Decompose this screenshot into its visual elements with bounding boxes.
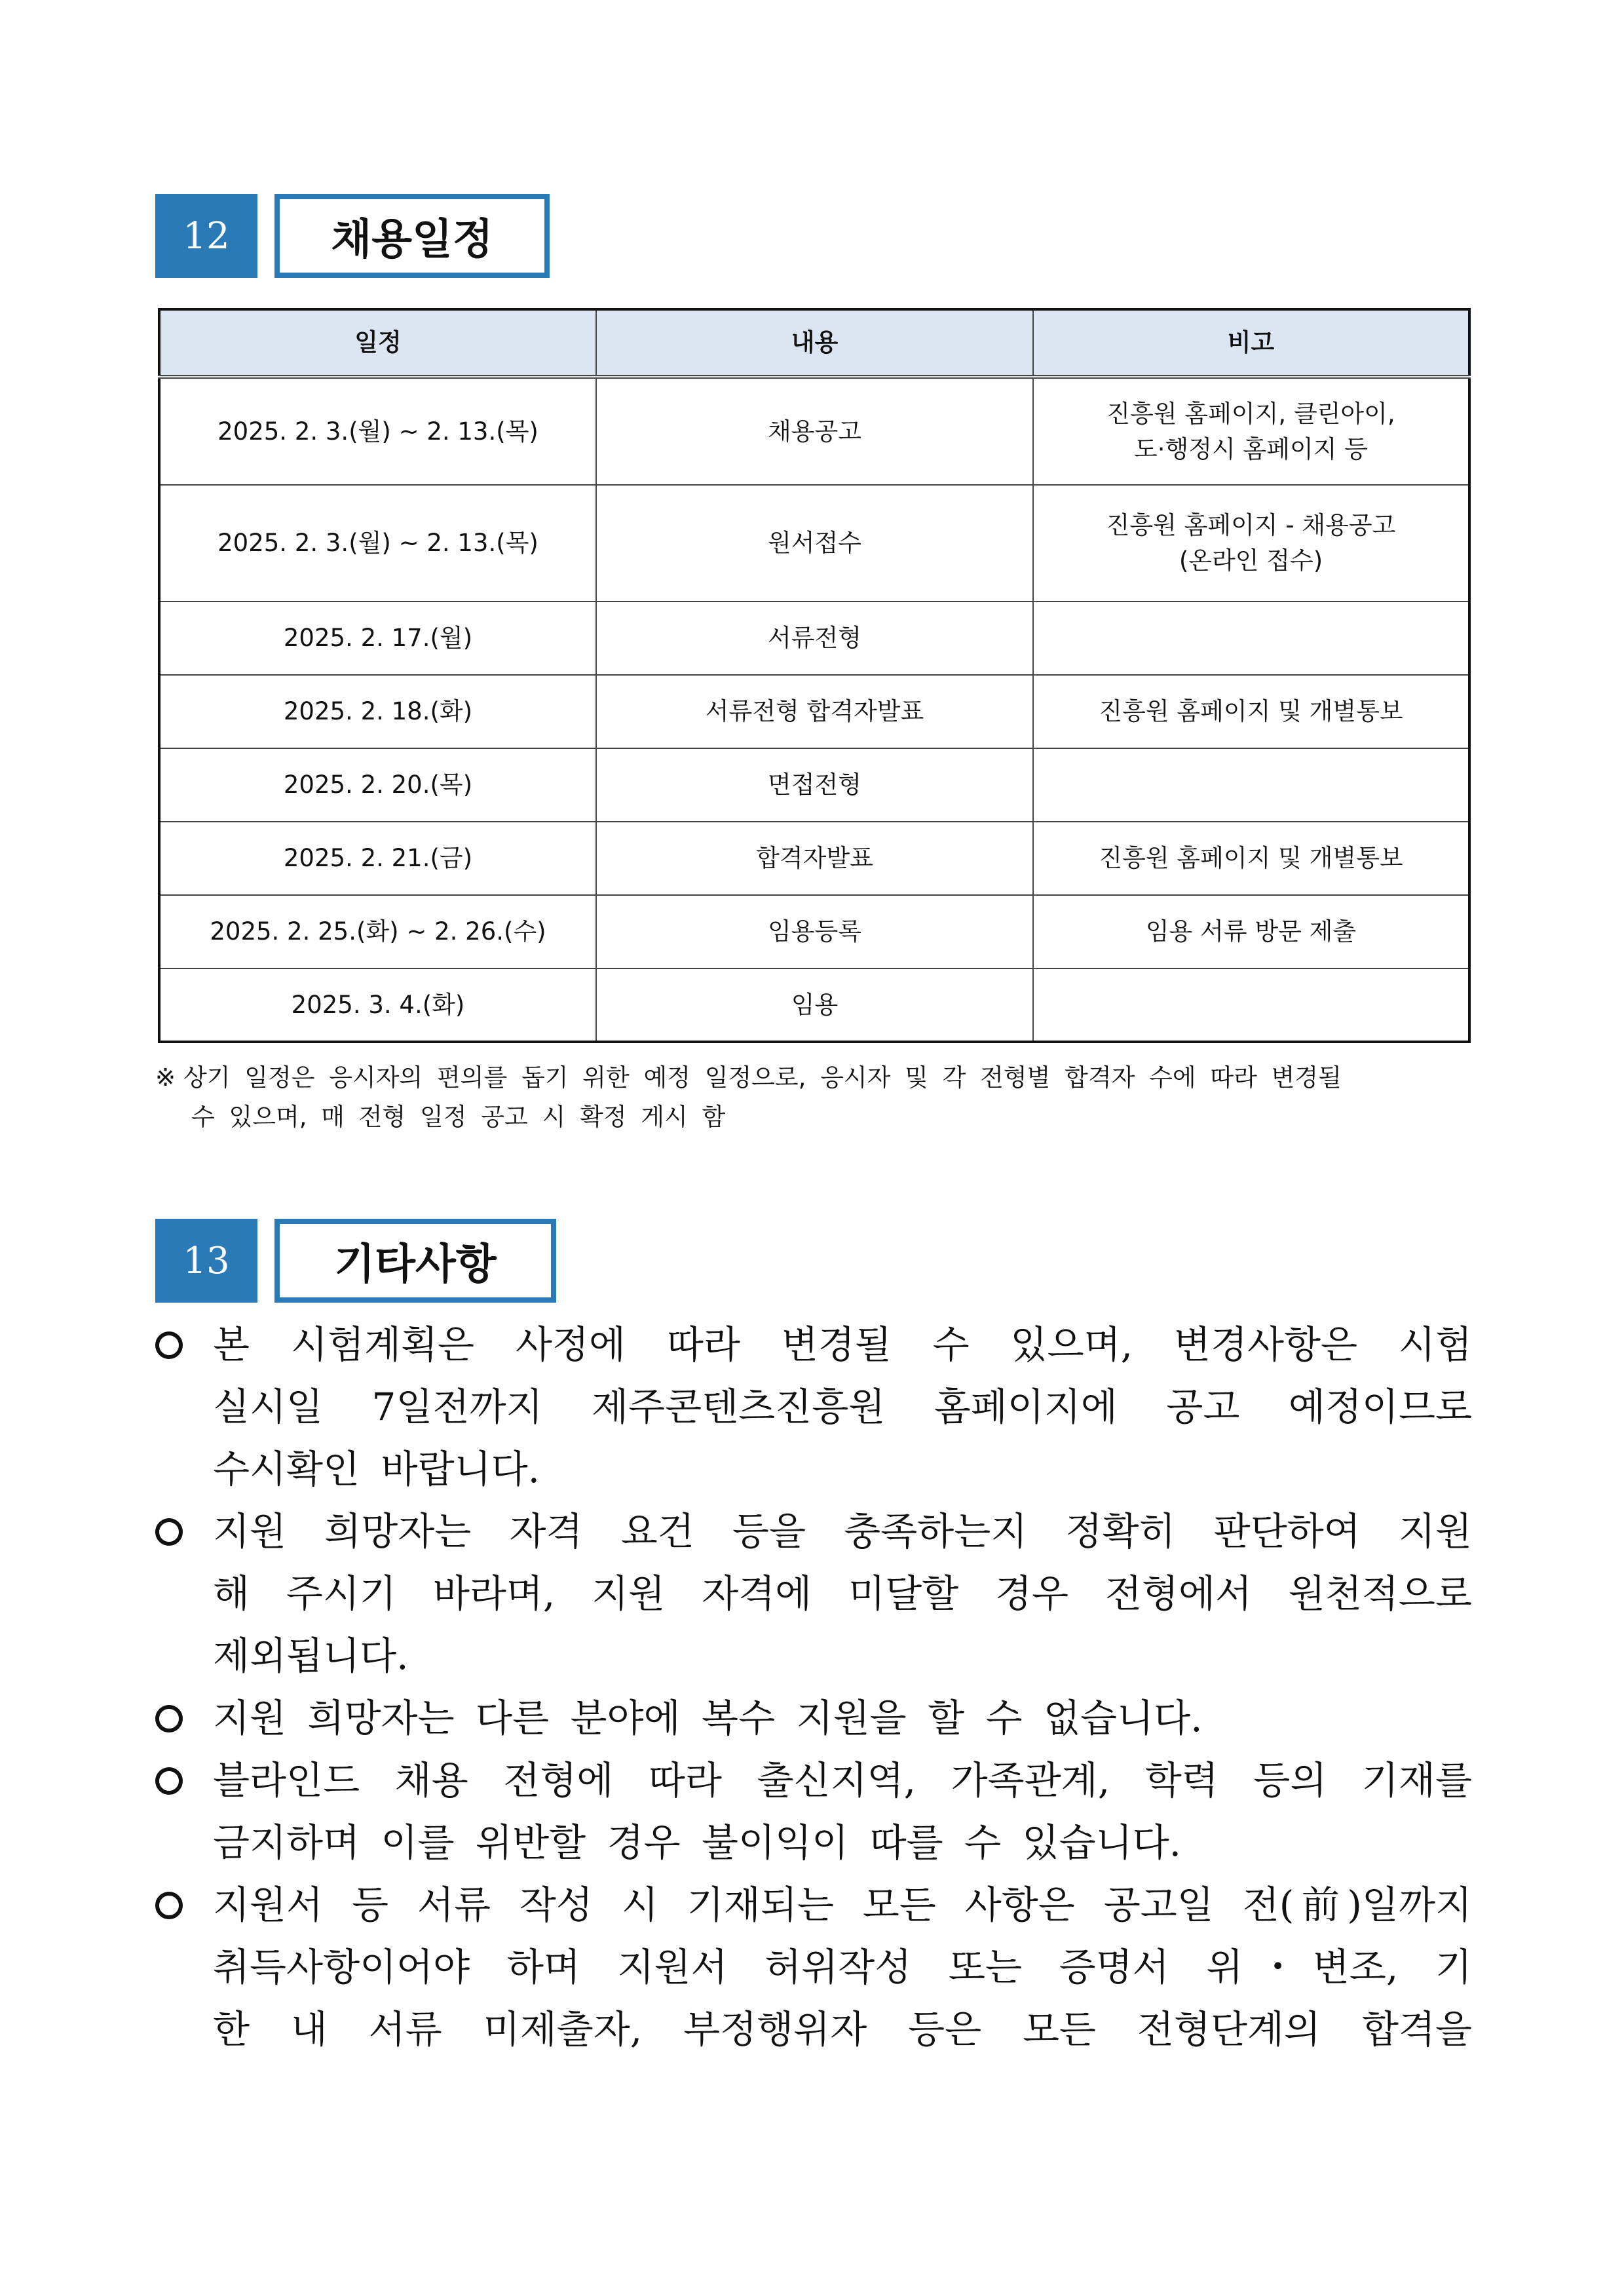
list-item [155,1874,1472,2061]
cell-content: 서류전형 [596,602,1033,675]
list-item-text [213,1314,1472,1501]
circle-bullet-icon [155,1705,183,1732]
table-row [159,675,1469,748]
schedule-footnote [155,1058,1472,1137]
list-item [155,1687,1472,1750]
table-row [159,485,1469,602]
list-item [155,1314,1472,1501]
cell-date: 2025. 3. 4.(화) [159,968,596,1042]
cell-note [1033,377,1469,485]
section-title: 채용일정 [274,194,550,278]
section-number: 12 [155,194,257,278]
reference-mark: ※ [155,1063,176,1092]
cell-content: 서류전형 합격자발표 [596,675,1033,748]
column-header-content: 내용 [596,309,1033,377]
notes-list [155,1314,1472,2061]
cell-date: 2025. 2. 3.(월) ~ 2. 13.(목) [159,377,596,485]
cell-note-line: (온라인 접수) [1179,546,1323,575]
section-number: 13 [155,1219,257,1303]
table-row [159,895,1469,968]
text-line: 지원서 등 서류 작성 시 기재되는 모든 사항은 공고일 전(前)일까지 [213,1883,1472,1927]
list-item [155,1501,1472,1687]
table-row [159,377,1469,485]
cell-note-line: 진흥원 홈페이지 - 채용공고 [1106,511,1396,540]
column-header-note: 비고 [1033,309,1469,377]
cell-note: 진흥원 홈페이지 및 개별통보 [1033,675,1469,748]
cell-content: 면접전형 [596,748,1033,822]
table-row [159,968,1469,1042]
cell-note [1033,968,1469,1042]
footnote-line [155,1058,1472,1098]
list-item-text [213,1687,1472,1750]
cell-content: 합격자발표 [596,822,1033,895]
cell-date: 2025. 2. 20.(목) [159,748,596,822]
cell-date: 2025. 2. 18.(화) [159,675,596,748]
list-item-text [213,1874,1472,2061]
footnote-text: 상기 일정은 응시자의 편의를 돕기 위한 예정 일정으로, 응시자 및 각 전형별 합격자 수에 따라 변경될 [183,1063,1342,1092]
cell-content: 채용공고 [596,377,1033,485]
column-header-date: 일정 [159,309,596,377]
table-header-row [159,309,1469,377]
cell-note-line: 진흥원 홈페이지, 클린아이, [1106,399,1395,428]
section-title: 기타사항 [274,1219,556,1303]
text-line: 수시확인 바랍니다. [213,1447,540,1491]
list-item [155,1750,1472,1874]
cell-note [1033,485,1469,602]
table-row [159,602,1469,675]
section-13-header [155,1219,556,1303]
list-item-text [213,1501,1472,1687]
cell-note [1033,602,1469,675]
circle-bullet-icon [155,1518,183,1546]
circle-bullet-icon [155,1331,183,1359]
table-row [159,822,1469,895]
cell-note-line: 도·행정시 홈페이지 등 [1134,434,1368,463]
cell-content: 임용등록 [596,895,1033,968]
text-line: 금지하며 이를 위반할 경우 불이익이 따를 수 있습니다. [213,1820,1182,1865]
circle-bullet-icon [155,1767,183,1795]
text-line: 해 주시기 바라며, 지원 자격에 미달할 경우 전형에서 원천적으로 [213,1571,1472,1616]
text-line: 지원 희망자는 다른 분야에 복수 지원을 할 수 없습니다. [213,1696,1203,1740]
text-line: 제외됩니다. [213,1634,409,1678]
cell-note: 임용 서류 방문 제출 [1033,895,1469,968]
schedule-table [158,308,1471,1043]
text-line: 본 시험계획은 사정에 따라 변경될 수 있으며, 변경사항은 시험 [213,1322,1472,1367]
text-line: 한 내 서류 미제출자, 부정행위자 등은 모든 전형단계의 합격을 [213,2007,1472,2052]
text-line: 지원 희망자는 자격 요건 등을 충족하는지 정확히 판단하여 지원 [213,1509,1472,1554]
cell-date: 2025. 2. 25.(화) ~ 2. 26.(수) [159,895,596,968]
list-item-text [213,1750,1472,1874]
cell-date: 2025. 2. 3.(월) ~ 2. 13.(목) [159,485,596,602]
cell-content: 임용 [596,968,1033,1042]
cell-date: 2025. 2. 17.(월) [159,602,596,675]
cell-content: 원서접수 [596,485,1033,602]
text-line: 실시일 7일전까지 제주콘텐츠진흥원 홈페이지에 공고 예정이므로 [213,1385,1472,1429]
cell-note [1033,748,1469,822]
footnote-line: 수 있으며, 매 전형 일정 공고 시 확정 게시 함 [191,1103,726,1131]
text-line: 블라인드 채용 전형에 따라 출신지역, 가족관계, 학력 등의 기재를 [213,1758,1472,1803]
cell-note: 진흥원 홈페이지 및 개별통보 [1033,822,1469,895]
section-12-header [155,194,550,278]
cell-date: 2025. 2. 21.(금) [159,822,596,895]
circle-bullet-icon [155,1892,183,1919]
table-row [159,748,1469,822]
text-line: 취득사항이어야 하며 지원서 허위작성 또는 증명서 위・변조, 기 [213,1945,1472,1989]
